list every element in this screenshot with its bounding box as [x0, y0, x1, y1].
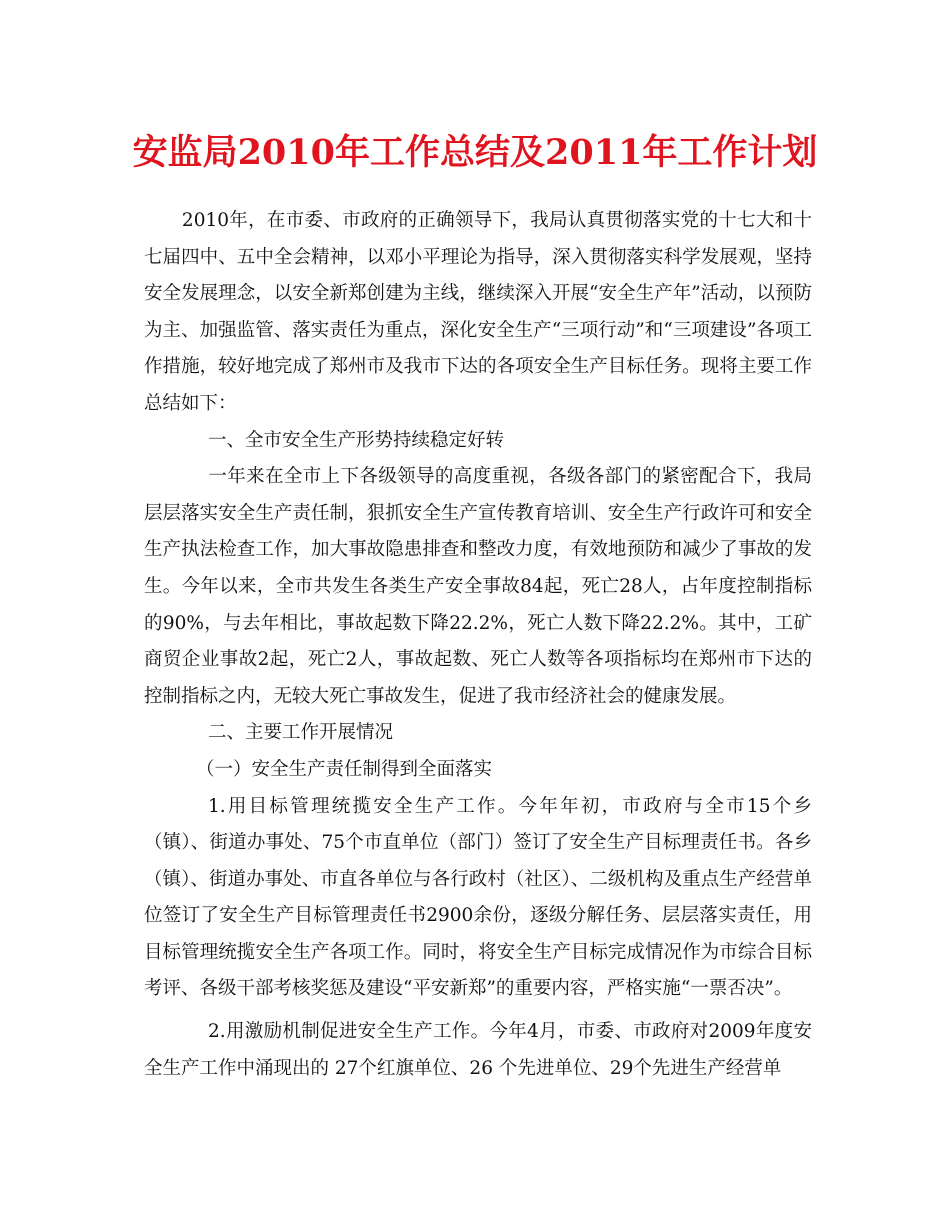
item-2-paragraph-text: 2.用激励机制促进安全生产工作。今年4月，市委、市政府对2009年度安全生产工作中涌现出的 27个红旗单位、26 个先进单位、29个先进生产经营单 — [144, 1021, 812, 1079]
document-body — [144, 203, 812, 1087]
item-1-paragraph-text: 1.用目标管理统揽安全生产工作。今年年初，市政府与全市15个乡（镇）、街道办事处、75个市直单位（部门）签订了安全生产目标理责任书。各乡（镇）、街道办事处、市直各单位与各行政村（社区）、二级机构及重点生产经营单位签订了安全生产目标管理责任书2900余份，逐级分解任务、层层落实责任，用目标管理统揽安全生产各项工作。同时，将安全生产目标完成情况作为市综合目标考评、各级干部考核奖惩及建设“平安新郑”的重要内容，严格实施“一票否决”。 — [144, 795, 812, 1000]
section-1-paragraph — [144, 459, 812, 715]
intro-paragraph: 2010年，在市委、市政府的正确领导下，我局认真贯彻落实党的十七大和十七届四中、五中全会精神，以邓小平理论为指导，深入贯彻落实科学发展观，坚持安全发展理念，以安全新郑创建为主线，继续深入开展“安全生产年”活动，以预防为主、加强监管、落实责任为重点，深化安全生产“三项行动”和“三项建设”各项工作措施，较好地完成了郑州市及我市下达的各项安全生产目标任务。现将主要工作总结如下： — [144, 210, 812, 414]
item-2-paragraph — [144, 1014, 812, 1087]
section-heading-2: 二、主要工作开展情况 — [208, 722, 394, 744]
section-heading-1: 一、全市安全生产形势持续稳定好转 — [208, 429, 505, 451]
item-1-paragraph — [144, 789, 812, 1009]
section-1-paragraph-text: 一年来在全市上下各级领导的高度重视，各级各部门的紧密配合下，我局层层落实安全生产责任制，狠抓安全生产宣传教育培训、安全生产行政许可和安全生产执法检查工作，加大事故隐患排查和整改力度，有效地预防和减少了事故的发生。今年以来，全市共发生各类生产安全事故84起，死亡28人，占年度控制指标的90%，与去年相比，事故起数下降22.2%，死亡人数下降22.2%。其中，工矿商贸企业事故2起，死亡2人，事故起数、死亡人数等各项指标均在郑州市下达的控制指标之内，无较大死亡事故发生，促进了我市经济社会的健康发展。 — [144, 466, 812, 707]
subsection-heading-1: （一）安全生产责任制得到全面落实 — [196, 758, 493, 780]
document-title: 安监局2010年工作总结及2011年工作计划 — [132, 132, 818, 173]
